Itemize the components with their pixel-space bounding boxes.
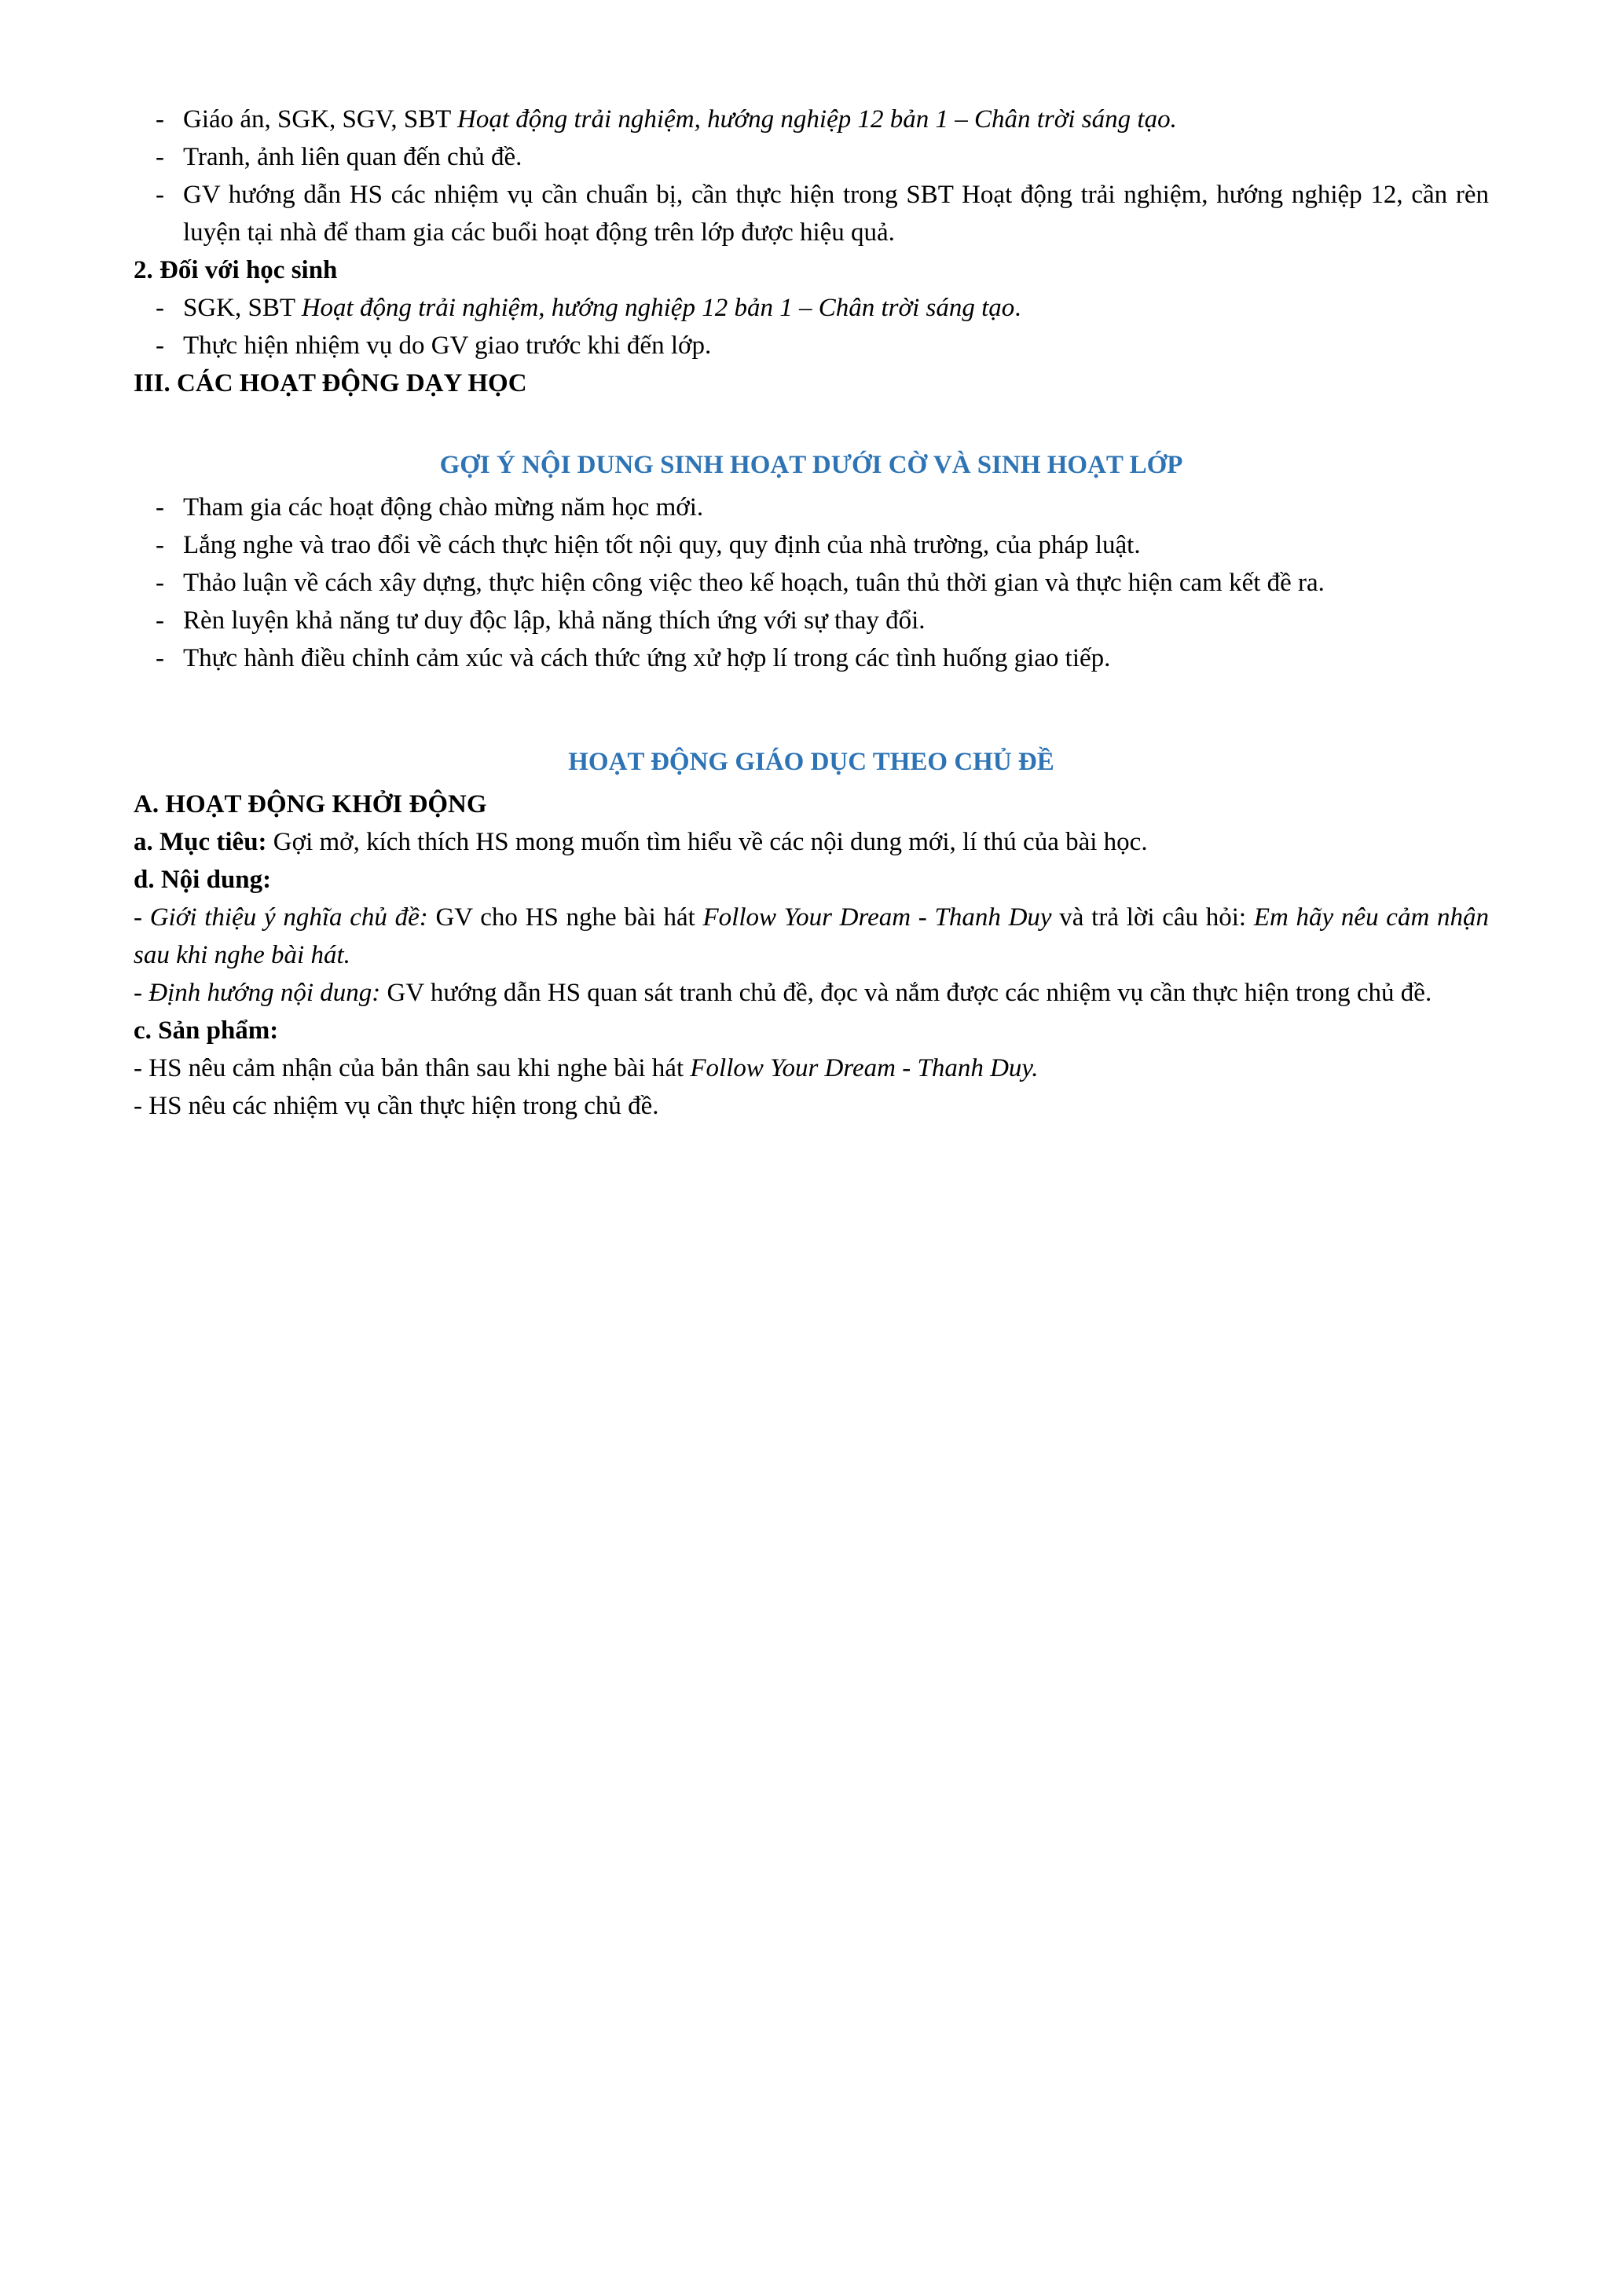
list-marker: - [156, 143, 164, 171]
text-run: Hoạt động trải nghiệm, hướng nghiệp 12 bản 1 – Chân trời sáng tạo. [457, 105, 1177, 134]
paragraph [134, 1012, 1489, 1049]
document-body [134, 101, 1489, 1125]
text-run: HOẠT ĐỘNG GIÁO DỤC THEO CHỦ ĐỀ [568, 748, 1054, 776]
text-run: Thực hiện nhiệm vụ do GV giao trước khi đến lớp. [183, 331, 712, 360]
text-run: Em hãy nêu cảm nhận sau khi nghe bài hát. [134, 903, 1490, 969]
text-run: và trả lời câu hỏi: [1051, 903, 1254, 932]
list-marker: - [156, 531, 164, 559]
text-run: SGK, SBT [183, 294, 302, 322]
list-item [134, 327, 1489, 364]
text-run: c. Sản phẩm: [134, 1016, 279, 1045]
text-run: Hoạt động trải nghiệm, hướng nghiệp 12 bản 1 – Chân trời sáng tạo [301, 294, 1015, 322]
list-item [134, 639, 1489, 677]
paragraph [134, 251, 1489, 289]
text-run: Thảo luận về cách xây dựng, thực hiện công việc theo kế hoạch, tuân thủ thời gian và thực hiện cam kết đề ra. [183, 569, 1325, 597]
list-item [134, 564, 1489, 602]
list-item [134, 138, 1489, 176]
text-run: Rèn luyện khả năng tư duy độc lập, khả năng thích ứng với sự thay đổi. [183, 606, 926, 635]
document-page [0, 0, 1624, 1125]
text-run: - [134, 979, 149, 1007]
text-run: Lắng nghe và trao đổi về cách thực hiện tốt nội quy, quy định của nhà trường, của pháp luật. [183, 531, 1141, 559]
paragraph [134, 974, 1489, 1012]
list-item [134, 489, 1489, 526]
text-run: Gợi mở, kích thích HS mong muốn tìm hiểu về các nội dung mới, lí thú của bài học. [266, 828, 1148, 856]
text-run: Giới thiệu ý nghĩa chủ đề: [149, 903, 428, 932]
text-run: Follow Your Dream - Thanh Duy. [690, 1054, 1039, 1082]
list-marker: - [156, 331, 164, 360]
list-marker: - [156, 181, 164, 209]
text-run: - HS nêu các nhiệm vụ cần thực hiện trong chủ đề. [134, 1092, 659, 1120]
list-marker: - [156, 294, 164, 322]
text-run: - HS nêu cảm nhận của bản thân sau khi nghe bài hát [134, 1054, 691, 1082]
section-heading [134, 446, 1489, 484]
text-run: Giáo án, SGK, SGV, SBT [183, 105, 457, 134]
text-run: - [134, 903, 150, 932]
text-run: 2. Đối với học sinh [134, 256, 338, 284]
text-run: III. CÁC HOẠT ĐỘNG DẠY HỌC [134, 369, 527, 397]
text-run: Tham gia các hoạt động chào mừng năm học mới. [183, 493, 704, 522]
list-item [134, 526, 1489, 564]
text-run: Định hướng nội dung: [148, 979, 381, 1007]
list-item [134, 289, 1489, 327]
list-marker: - [156, 493, 164, 522]
list-marker: - [156, 569, 164, 597]
paragraph [134, 1049, 1489, 1087]
section-heading [134, 743, 1489, 781]
paragraph [134, 1087, 1489, 1125]
paragraph [134, 364, 1489, 402]
text-run: GV hướng dẫn HS các nhiệm vụ cần chuẩn bị, cần thực hiện trong SBT Hoạt động trải nghiệm, hướng nghiệp 12, cần rèn luyện tại nhà để tham gia các buổi hoạt động trên lớp được hiệu quả. [183, 181, 1489, 247]
text-run: GV hướng dẫn HS quan sát tranh chủ đề, đọc và nắm được các nhiệm vụ cần thực hiện trong chủ đề. [380, 979, 1432, 1007]
text-run: Thực hành điều chỉnh cảm xúc và cách thức ứng xử hợp lí trong các tình huống giao tiếp. [183, 644, 1111, 672]
list-item [134, 602, 1489, 639]
list-item [134, 176, 1489, 251]
text-run: A. HOẠT ĐỘNG KHỞI ĐỘNG [134, 790, 487, 818]
text-run: . [1014, 294, 1021, 322]
paragraph [134, 823, 1489, 861]
text-run: GV cho HS nghe bài hát [427, 903, 703, 932]
text-run: d. Nội dung: [134, 866, 272, 894]
paragraph [134, 899, 1489, 974]
paragraph [134, 861, 1489, 899]
list-marker: - [156, 606, 164, 635]
list-marker: - [156, 644, 164, 672]
text-run: GỢI Ý NỘI DUNG SINH HOẠT DƯỚI CỜ VÀ SINH HOẠT LỚP [439, 451, 1183, 479]
text-run: Tranh, ảnh liên quan đến chủ đề. [183, 143, 522, 171]
paragraph [134, 785, 1489, 823]
list-item [134, 101, 1489, 138]
text-run: Follow Your Dream - Thanh Duy [702, 903, 1052, 932]
list-marker: - [156, 105, 164, 134]
text-run: a. Mục tiêu: [134, 828, 267, 856]
